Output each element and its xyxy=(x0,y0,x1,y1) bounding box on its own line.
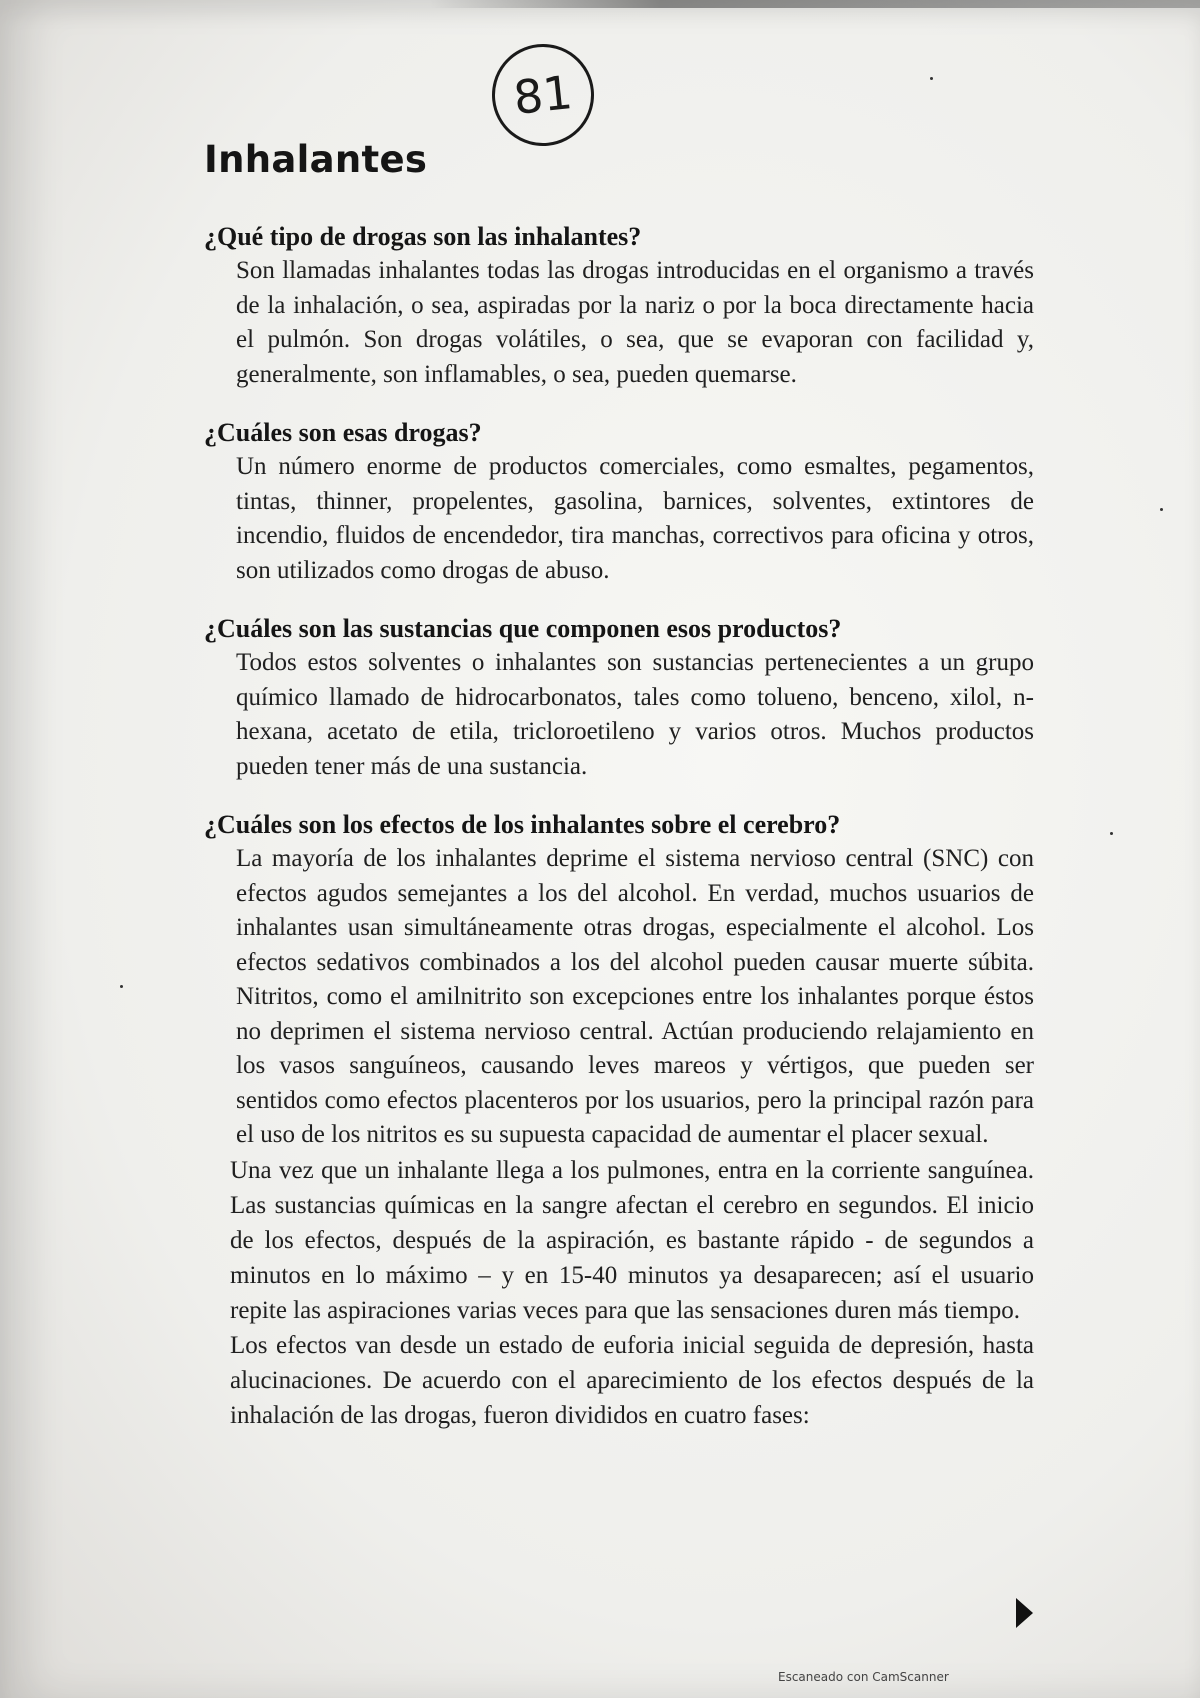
section-paragraph: Los efectos van desde un estado de euforia inicial seguida de depresión, hasta alucinaciones. De acuerdo con el aparecimiento de los efectos después de la inhalación de las drogas, fueron divididos en cuatro fases: xyxy=(230,1331,1034,1429)
section-answer: Todos estos solventes o inhalantes son sustancias pertenecientes a un grupo químico llamado de hidrocarbonatos, tales como tolueno, benceno, xilol, n-hexana, acetato de etila, tricloroetileno y varios otros. Muchos productos pueden tener más de una sustancia. xyxy=(236,649,1034,780)
section-question: ¿Cuáles son las sustancias que componen esos productos? xyxy=(204,614,842,643)
scan-speck xyxy=(120,985,123,988)
section-answer: Son llamadas inhalantes todas las drogas introducidas en el organismo a través de la inhalación, o sea, aspiradas por la nariz o por la boca directamente hacia el pulmón. Son drogas volátiles, o sea, que se evaporan con facilidad y, generalmente, son inflamables, o sea, pueden quemarse. xyxy=(236,257,1034,388)
section-question: ¿Cuáles son esas drogas? xyxy=(204,418,482,447)
scan-speck xyxy=(1160,508,1163,511)
section-substances xyxy=(204,612,1034,784)
section-question: ¿Cuáles son los efectos de los inhalantes sobre el cerebro? xyxy=(204,810,841,839)
section-question: ¿Qué tipo de drogas son las inhalantes? xyxy=(204,222,642,251)
scan-shadow-edge xyxy=(430,0,1200,8)
section-paragraph: La mayoría de los inhalantes deprime el sistema nervioso central (SNC) con efectos agudos semejantes a los del alcohol. En verdad, muchos usuarios de inhalantes usan simultáneamente otras drogas, especialmente el alcohol. Los efectos sedativos combinados a los del alcohol pueden causar muerte súbita. Nitritos, como el amilnitrito son excepciones entre los inhalantes porque éstos no deprimen el sistema nervioso central. Actúan produciendo relajamiento en los vasos sanguíneos, causando leves mareos y vértigos, que pueden ser sentidos como efectos placenteros por los usuarios, pero la principal razón para el uso de los nitritos es su supuesta capacidad de aumentar el placer sexual. xyxy=(236,845,1034,1148)
scan-speck xyxy=(1110,832,1113,835)
section-drug-type xyxy=(204,220,1034,392)
document-body xyxy=(204,220,1034,1433)
section-paragraph: Una vez que un inhalante llega a los pulmones, entra en la corriente sanguínea. Las sustancias químicas en la sangre afectan el cerebro en segundos. El inicio de los efectos, después de la aspiración, es bastante rápido - de segundos a minutos en lo máximo – y en 15-40 minutos ya desaparecen; así el usuario repite las aspiraciones varias veces para que las sensaciones duren más tiempo. xyxy=(230,1156,1034,1324)
page-number: 81 xyxy=(511,65,575,125)
section-answer: Un número enorme de productos comerciales, como esmaltes, pegamentos, tintas, thinner, propelentes, gasolina, barnices, solventes, extintores de incendio, fluidos de encendedor, tira manchas, correctivos para oficina y otros, son utilizados como drogas de abuso. xyxy=(236,453,1034,584)
scan-speck xyxy=(930,77,933,80)
next-page-arrow-icon xyxy=(1016,1598,1033,1628)
scanner-watermark: Escaneado con CamScanner xyxy=(778,1670,949,1684)
page-title: Inhalantes xyxy=(204,138,428,181)
page-number-circle xyxy=(487,39,599,151)
section-which-drugs xyxy=(204,416,1034,588)
section-brain-effects xyxy=(204,808,1034,1433)
